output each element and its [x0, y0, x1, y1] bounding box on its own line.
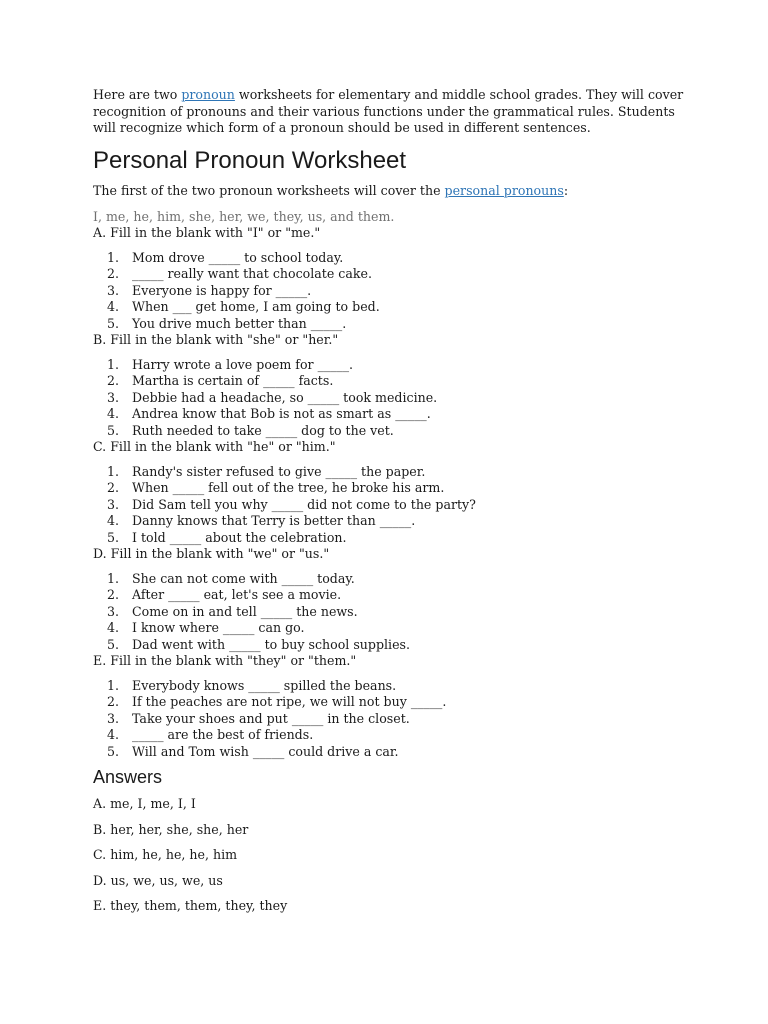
item-text: After _____ eat, let's see a movie.: [132, 587, 342, 602]
list-item: [93, 637, 693, 654]
list-item: [93, 373, 693, 390]
list-item: [93, 727, 693, 744]
item-text: Ruth needed to take _____ dog to the vet.: [132, 422, 394, 438]
answer-line: C. him, he, he, he, him: [93, 847, 238, 862]
section-heading: B. Fill in the blank with "she" or "her.": [93, 332, 339, 347]
para2-text-start: The first of the two pronoun worksheets will cover the: [93, 183, 445, 198]
item-number: 1.: [106, 356, 119, 372]
item-text: Everybody knows _____ spilled the beans.: [132, 677, 397, 693]
list-item: [93, 530, 693, 547]
item-number: 5.: [106, 743, 119, 759]
list-item: [93, 390, 693, 407]
list-item: [93, 283, 693, 300]
list-item: [93, 464, 693, 481]
item-number: 2.: [106, 587, 119, 602]
item-text: Debbie had a headache, so _____ took medicine.: [132, 389, 438, 405]
item-text: I know where _____ can go.: [132, 620, 305, 635]
list-item: [93, 357, 693, 374]
exercise-list: [93, 678, 693, 761]
item-text: Mom drove _____ to school today.: [132, 249, 344, 265]
section-d: [93, 546, 693, 653]
list-item: [93, 694, 693, 711]
item-number: 2.: [106, 266, 119, 281]
item-text: When ___ get home, I am going to bed.: [132, 299, 380, 314]
item-text: Danny knows that Terry is better than _____.: [132, 513, 416, 528]
item-text: Will and Tom wish _____ could drive a car.: [132, 743, 399, 759]
list-item: [93, 299, 693, 316]
item-text: Martha is certain of _____ facts.: [132, 373, 334, 388]
item-number: 4.: [106, 620, 119, 635]
item-number: 4.: [106, 299, 119, 314]
list-item: [93, 316, 693, 333]
exercise-list: [93, 464, 693, 547]
item-number: 4.: [106, 406, 119, 421]
item-number: 1.: [106, 249, 119, 265]
item-number: 3.: [106, 282, 119, 298]
item-text: Did Sam tell you why _____ did not come to the party?: [132, 496, 476, 512]
item-text: I told _____ about the celebration.: [132, 529, 347, 545]
list-item: [93, 571, 693, 588]
item-number: 3.: [106, 603, 119, 619]
list-item: [93, 266, 693, 283]
item-text: Everyone is happy for _____.: [132, 282, 312, 298]
item-number: 1.: [106, 463, 119, 479]
answer-line: A. me, I, me, I, I: [93, 796, 196, 811]
intro-text-end: worksheets for elementary and middle school grades. They will cover recognition of pronouns and their various functions under the grammatical rules. Students will recognize which form of a pronoun should be used in different sentences.: [93, 87, 684, 135]
list-item: [93, 497, 693, 514]
item-number: 1.: [106, 570, 119, 586]
personal-pronouns-paragraph: [93, 183, 568, 200]
list-item: [93, 711, 693, 728]
exercise-sections: [93, 225, 693, 760]
para2-text-end: :: [563, 183, 569, 198]
item-number: 2.: [106, 373, 119, 388]
intro-paragraph: [93, 87, 693, 137]
item-text: You drive much better than _____.: [132, 315, 347, 331]
item-text: Dad went with _____ to buy school supplies.: [132, 636, 410, 652]
item-text: Take your shoes and put _____ in the closet.: [132, 710, 410, 726]
item-number: 1.: [106, 677, 119, 693]
exercise-list: [93, 571, 693, 654]
pronoun-list: I, me, he, him, she, her, we, they, us, and them.: [93, 209, 395, 224]
item-number: 3.: [106, 496, 119, 512]
exercise-list: [93, 357, 693, 440]
item-number: 3.: [106, 389, 119, 405]
item-number: 5.: [106, 422, 119, 438]
list-item: [93, 620, 693, 637]
item-number: 3.: [106, 710, 119, 726]
item-text: _____ are the best of friends.: [132, 727, 314, 742]
item-number: 4.: [106, 513, 119, 528]
item-number: 2.: [106, 480, 119, 495]
answers-heading: Answers: [93, 767, 163, 787]
section-b: [93, 332, 693, 439]
item-text: Harry wrote a love poem for _____.: [132, 356, 354, 372]
list-item: [93, 250, 693, 267]
section-e: [93, 653, 693, 760]
pronoun-link[interactable]: pronoun: [181, 87, 235, 102]
item-text: When _____ fell out of the tree, he broke his arm.: [132, 480, 445, 495]
personal-pronouns-link[interactable]: personal pronouns: [444, 183, 564, 198]
list-item: [93, 744, 693, 761]
section-heading: D. Fill in the blank with "we" or "us.": [93, 546, 330, 561]
list-item: [93, 480, 693, 497]
answer-line: B. her, her, she, she, her: [93, 821, 249, 837]
answer-line: E. they, them, them, they, they: [93, 898, 288, 913]
item-number: 2.: [106, 694, 119, 709]
item-number: 5.: [106, 529, 119, 545]
item-number: 4.: [106, 727, 119, 742]
list-item: [93, 587, 693, 604]
list-item: [93, 604, 693, 621]
section-a: [93, 225, 693, 332]
item-number: 5.: [106, 315, 119, 331]
item-text: Come on in and tell _____ the news.: [132, 603, 358, 619]
answers-list: [93, 796, 287, 924]
answer-line: D. us, we, us, we, us: [93, 872, 223, 888]
item-text: Andrea know that Bob is not as smart as _____.: [132, 406, 431, 421]
item-text: She can not come with _____ today.: [132, 570, 355, 586]
list-item: [93, 423, 693, 440]
list-item: [93, 406, 693, 423]
item-number: 5.: [106, 636, 119, 652]
exercise-list: [93, 250, 693, 333]
item-text: Randy's sister refused to give _____ the paper.: [132, 463, 426, 479]
page-title: Personal Pronoun Worksheet: [93, 147, 407, 174]
section-heading: C. Fill in the blank with "he" or "him.": [93, 439, 336, 454]
section-heading: E. Fill in the blank with "they" or "them.": [93, 653, 357, 668]
section-heading: A. Fill in the blank with "I" or "me.": [93, 225, 321, 240]
intro-text-start: Here are two: [93, 87, 182, 102]
item-text: If the peaches are not ripe, we will not buy _____.: [132, 694, 447, 709]
section-c: [93, 439, 693, 546]
list-item: [93, 678, 693, 695]
list-item: [93, 513, 693, 530]
item-text: _____ really want that chocolate cake.: [132, 266, 372, 281]
